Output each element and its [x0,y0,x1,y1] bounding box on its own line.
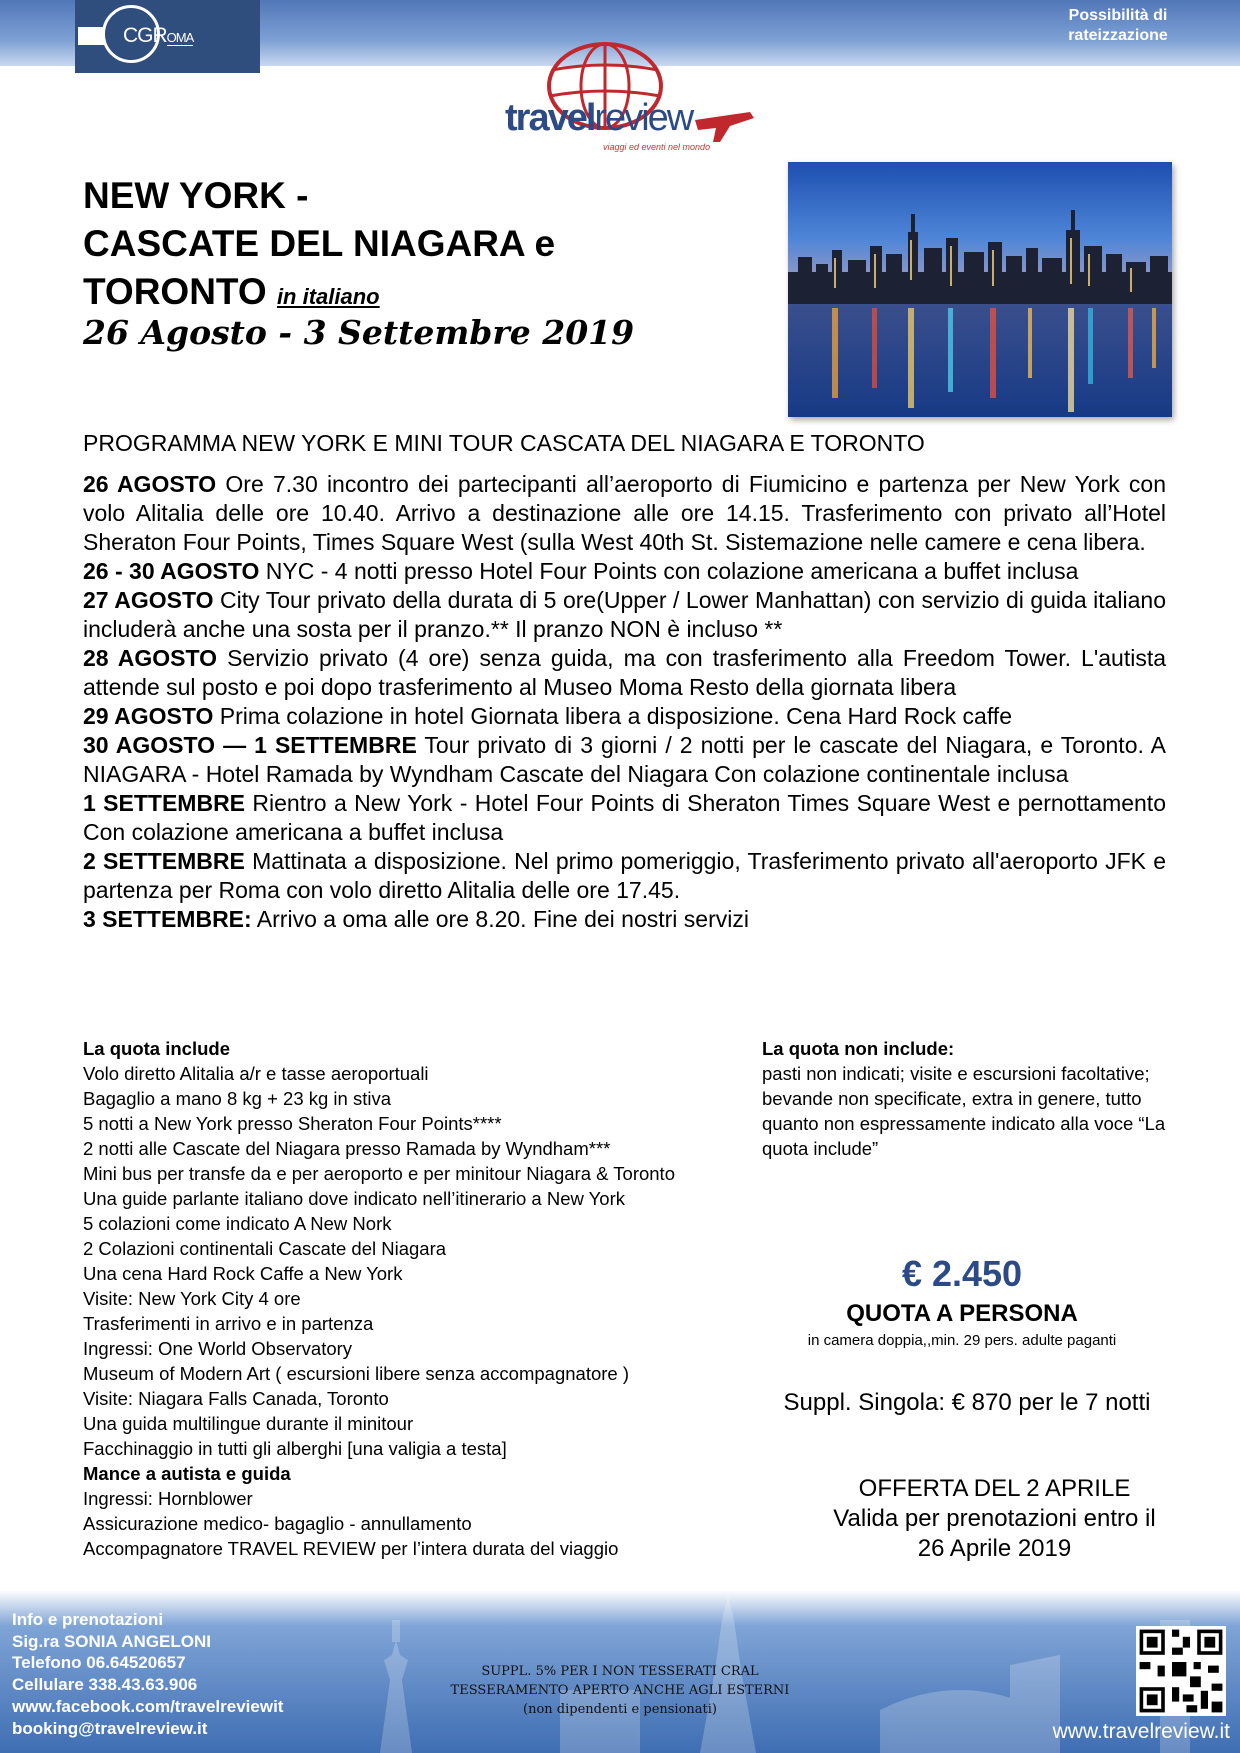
offer-title: OFFERTA DEL 2 APRILE [858,1475,1131,1502]
itinerary-entry: 30 AGOSTO — 1 SETTEMBRE Tour privato di 3 giorni / 2 notti per le cascate del Niagara, e Toronto. A NIAGARA - Hotel Ramada by Wyndham Cascate del Niagara Con colazione continentale inclusa [83,732,1166,787]
itinerary-entry: 28 AGOSTO Servizio privato (4 ore) senza guida, ma con trasferimento alla Freedom Tower. L'autista attende sul posto e poi dopo trasferimento al Museo Moma Resto della giornata libera [83,645,1166,700]
title-line-2: CASCATE DEL NIAGARA e [83,223,556,264]
price-amount: € 2.450 [901,1253,1023,1294]
include-item: Visite: New York City 4 ore [83,1288,301,1309]
include-item: 2 Colazioni continentali Cascate del Niagara [83,1238,447,1259]
qr-code-icon[interactable] [1136,1626,1226,1716]
programme-heading: PROGRAMMA NEW YORK E MINI TOUR CASCATA DEL NIAGARA E TORONTO [83,430,925,456]
cgroma-logo [75,0,260,73]
title-toronto: TORONTO [83,271,267,312]
itinerary-entry: 29 AGOSTO Prima colazione in hotel Giornata libera a disposizione. Cena Hard Rock caffe [83,703,1012,729]
include-item: Accompagnatore TRAVEL REVIEW per l’intera durata del viaggio [83,1538,619,1559]
include-item: Assicurazione medico- bagaglio - annullamento [83,1513,472,1534]
airplane-icon [695,112,754,142]
trip-dates: 26 Agosto - 3 Settembre 2019 [83,313,635,352]
price-label: QUOTA A PERSONA [846,1300,1078,1327]
include-item: Visite: Niagara Falls Canada, Toronto [83,1388,389,1409]
cral-line-2: TESSERAMENTO APERTO ANCHE AGLI ESTERNI [450,1683,790,1698]
contact-heading: Info e prenotazioni [12,1610,164,1629]
include-item: 5 notti a New York presso Sheraton Four Points**** [83,1113,502,1134]
include-item: Ingressi: One World Observatory [83,1338,353,1359]
contact-person: Sig.ra SONIA ANGELONI [12,1631,211,1651]
itinerary-entry: 26 - 30 AGOSTO NYC - 4 notti presso Hotel Four Points con colazione americana a buffet inclusa [83,558,1079,584]
rateizzazione-note: Possibilità di rateizzazione [1068,7,1168,44]
include-item: Una guide parlante italiano dove indicato nell’itinerario a New York [83,1188,625,1209]
contact-mobile: Cellulare 338.43.63.906 [12,1675,198,1695]
contact-info [12,1609,283,1739]
include-item: Mance a autista e guida [83,1463,291,1484]
itinerary-entry: 27 AGOSTO City Tour privato della durata di 5 ore(Upper / Lower Manhattan) con servizio di guida italiano includerà anche una sosta per il pranzo.** Il pranzo NON è incluso ** [83,587,1167,642]
contact-facebook-link[interactable]: www.facebook.com/travelreviewit [12,1696,284,1716]
quota-non-include-heading: La quota non include: [762,1038,955,1059]
include-item: 2 notti alle Cascate del Niagara presso Ramada by Wyndham*** [83,1138,611,1159]
offer-validity: Valida per prenotazioni entro il [833,1505,1156,1532]
travelreview-logo: travelreview [505,97,693,139]
quota-non-include-text: pasti non indicati; visite e escursioni facoltative; bevande non specificate, extra in genere, tutto quanto non espressamente indicato alla voce “La quota include” [762,1063,1166,1159]
itinerary-entry: 26 AGOSTO Ore 7.30 incontro dei partecipanti all’aeroporto di Fiumicino e partenza per New York con volo Alitalia delle ore 10.40. Arrivo a destinazione alle ore 14.15. Trasferimento con privato all’Hotel Sheraton Four Points, Times Square West (sulla West 40th St. Sistemazione nelle camere e cena libera. [83,471,1166,555]
include-item: Una cena Hard Rock Caffe a New York [83,1263,403,1284]
cral-note [420,1662,820,1719]
contact-email-link[interactable]: booking@travelreview.it [12,1718,208,1738]
include-item: Ingressi: Hornblower [83,1488,253,1509]
itinerary-entry: 2 SETTEMBRE Mattinata a disposizione. Nel primo pomeriggio, Trasferimento privato all'aeroporto JFK e partenza per Roma con volo diretto Alitalia delle ore 17.45. [83,848,1166,903]
cgroma-logo-text: CGROMA [123,24,194,47]
itinerary [83,470,1166,934]
quota-include-heading: La quota include [83,1038,230,1059]
price-note: in camera doppia,,min. 29 pers. adulte paganti [807,1332,1117,1349]
include-item: Trasferimenti in arrivo e in partenza [83,1313,374,1334]
new-york-skyline-photo [788,162,1172,417]
offer-box [762,1474,1227,1564]
title-language-note: in italiano [276,284,380,309]
include-item: 5 colazioni come indicato A New Nork [83,1213,392,1234]
itinerary-entry: 1 SETTEMBRE Rientro a New York - Hotel Four Points di Sheraton Times Square West e pernottamento Con colazione americana a buffet inclusa [83,790,1166,845]
include-item: Mini bus per transfe da e per aeroporto e per minitour Niagara & Toronto [83,1163,675,1184]
offer-deadline: 26 Aprile 2019 [917,1535,1072,1562]
quota-non-include [762,1036,1182,1161]
cgroma-logo-square [78,27,104,45]
include-item: Facchinaggio in tutti gli alberghi [una valigia a testa] [83,1438,507,1459]
contact-phone: Telefono 06.64520657 [12,1653,186,1673]
cral-line-1: SUPPL. 5% PER I NON TESSERATI CRAL [481,1664,759,1679]
itinerary-entry: 3 SETTEMBRE: Arrivo a oma alle ore 8.20. Fine dei nostri servizi [83,906,749,932]
single-supplement: Suppl. Singola: € 870 per le 7 notti [783,1389,1151,1416]
quota-include [83,1036,723,1561]
cral-line-3: (non dipendenti e pensionati) [523,1702,717,1717]
website-link[interactable]: www.travelreview.it [1052,1720,1230,1743]
include-item: Una guida multilingue durante il minitour [83,1413,414,1434]
include-item: Bagaglio a mano 8 kg + 23 kg in stiva [83,1088,392,1109]
title-line-1: NEW YORK - [83,175,309,216]
include-item: Museum of Modern Art ( escursioni libere senza accompagnatore ) [83,1363,630,1384]
include-item: Volo diretto Alitalia a/r e tasse aeroportuali [83,1063,429,1084]
travelreview-tagline: viaggi ed eventi nel mondo [603,142,711,152]
